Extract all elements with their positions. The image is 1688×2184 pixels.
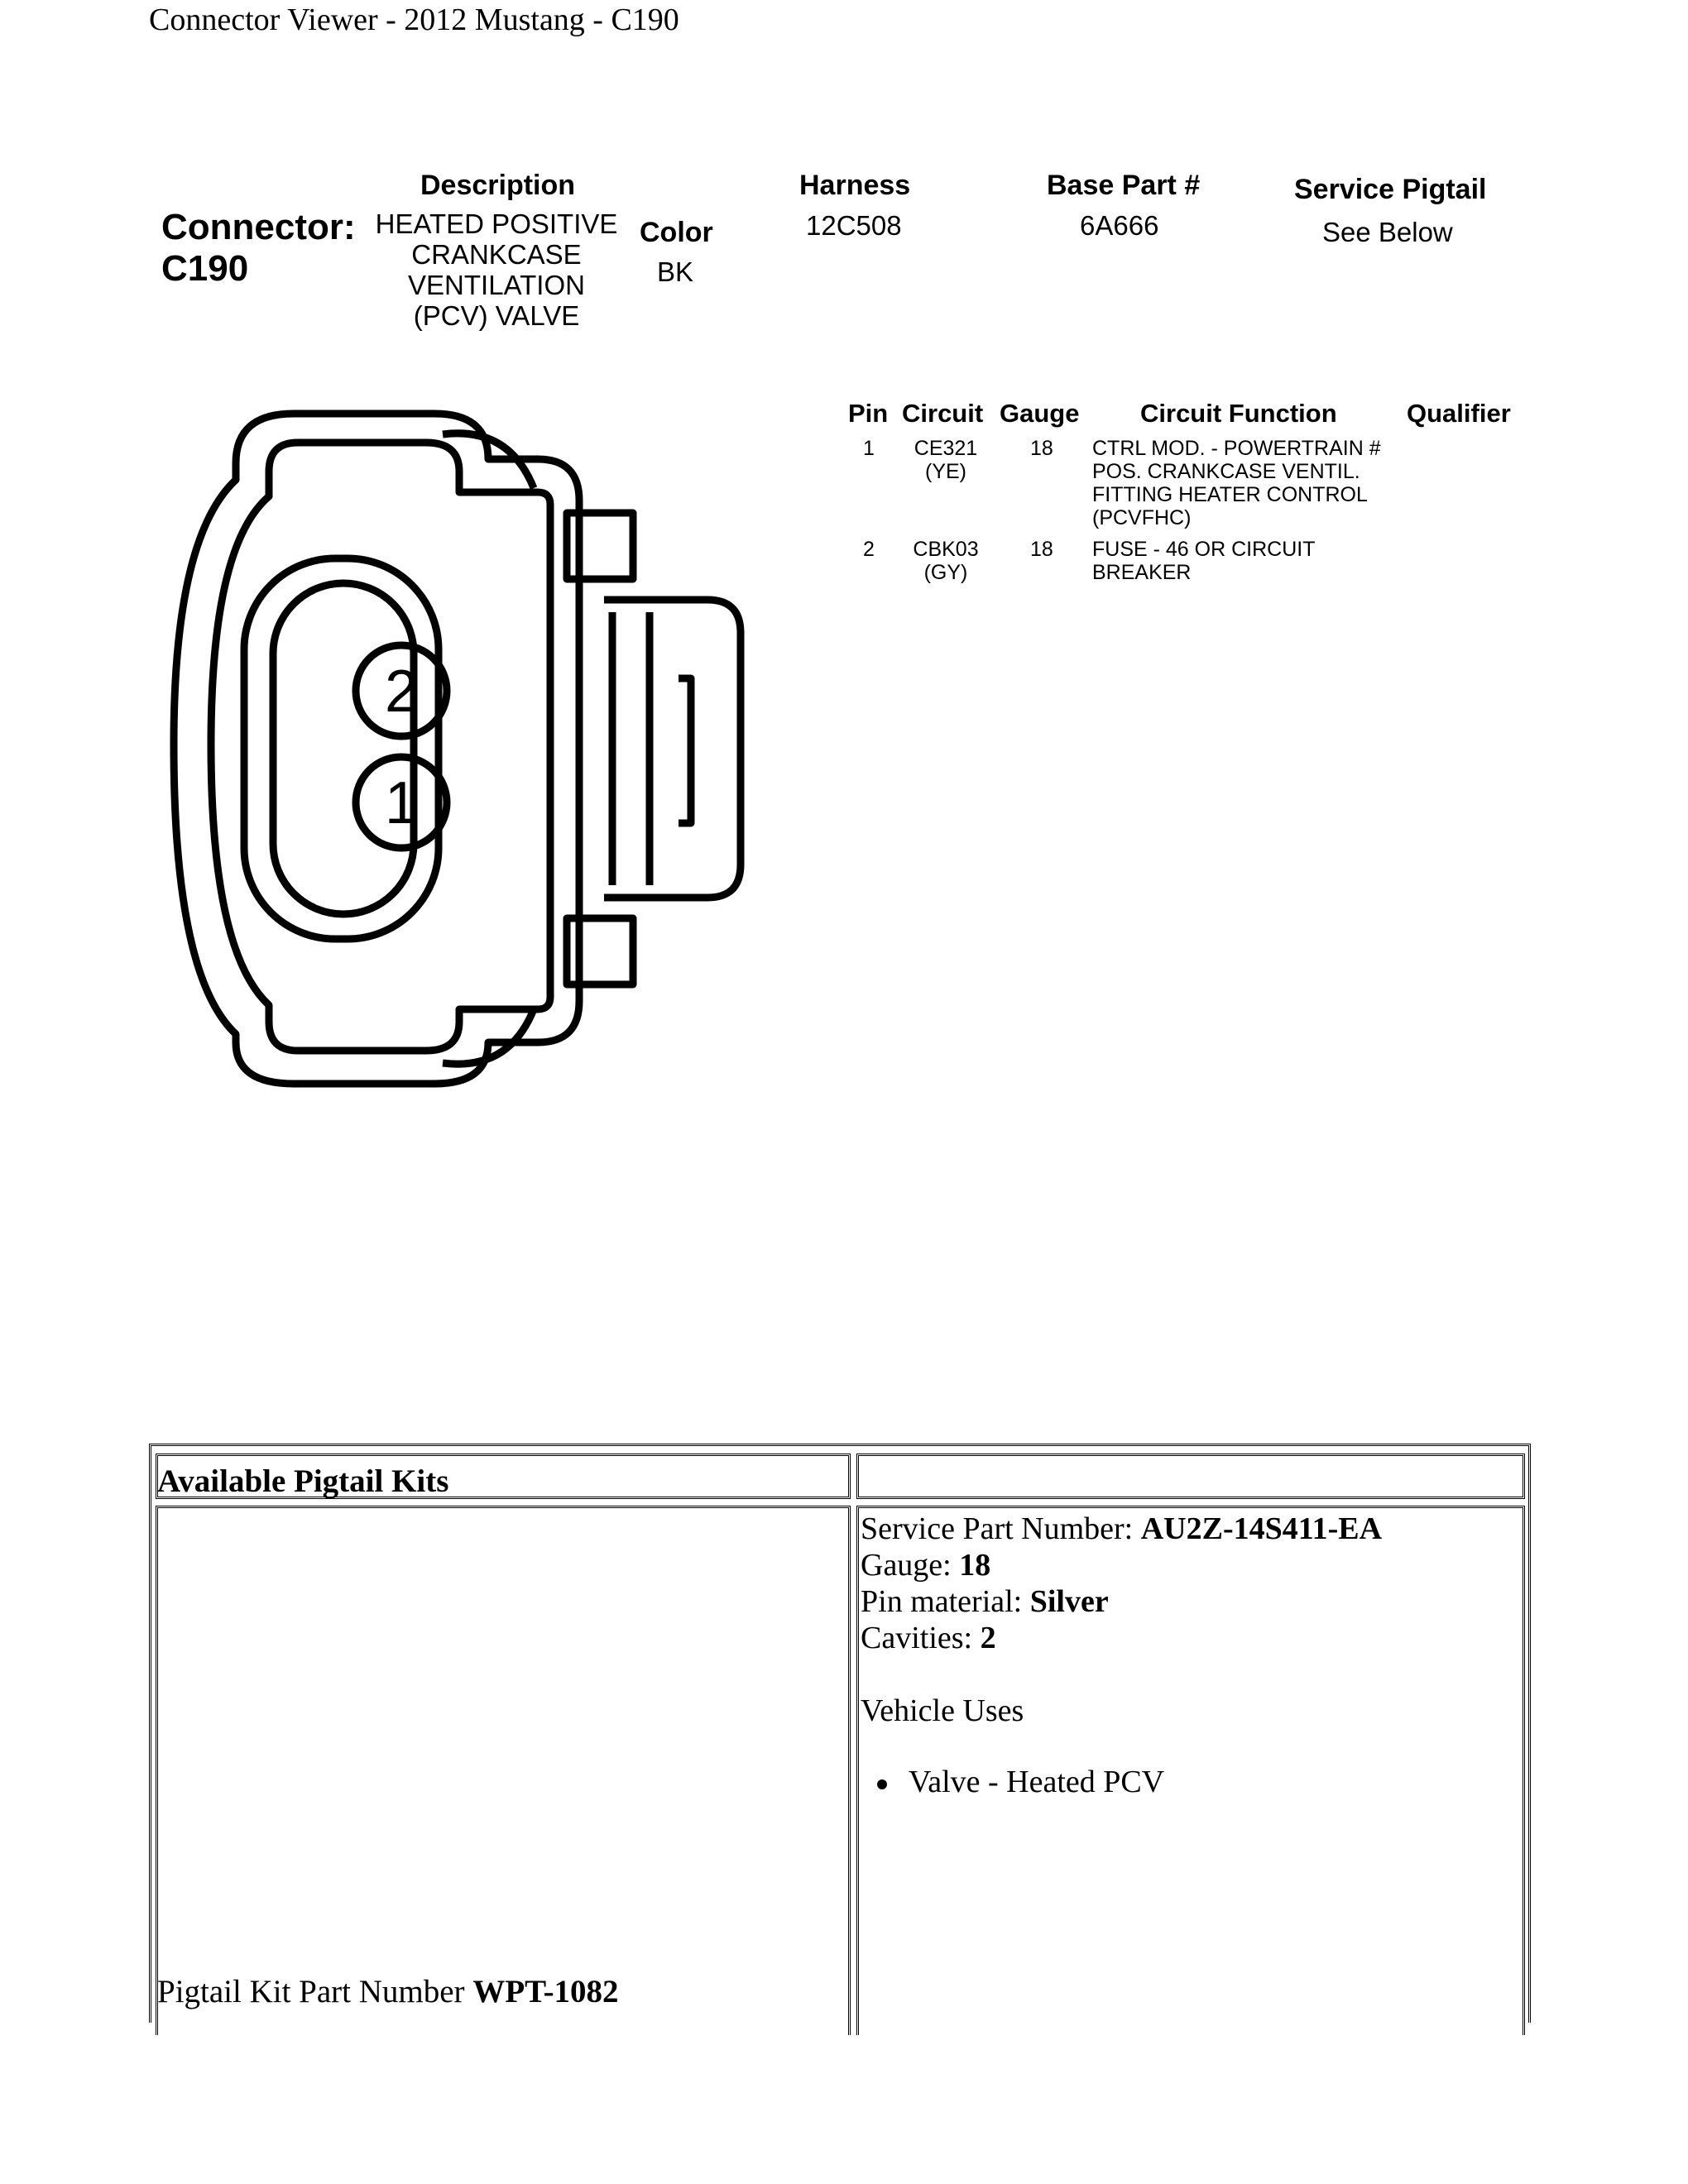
kit-image-cell xyxy=(156,1506,851,2035)
harness-value: 12C508 xyxy=(806,210,902,241)
pin-material-line: Pin material: Silver xyxy=(861,1584,1109,1619)
function-line: CTRL MOD. - POWERTRAIN # xyxy=(1092,437,1381,460)
service-part-line: Service Part Number: AU2Z-14S411-EA xyxy=(861,1511,1383,1546)
function-line: BREAKER xyxy=(1092,561,1192,584)
cavities-line: Cavities: 2 xyxy=(861,1621,996,1655)
pin-header: Pin xyxy=(848,399,889,428)
kit-part-number: WPT-1082 xyxy=(472,1974,619,2009)
harness-header: Harness xyxy=(799,170,911,201)
description-line: CRANKCASE xyxy=(411,239,582,270)
pin-material: Silver xyxy=(1029,1584,1109,1619)
description-line: HEATED POSITIVE xyxy=(375,208,618,239)
kit-part-line: Pigtail Kit Part Number WPT-1082 xyxy=(157,1974,619,2009)
connector-label-block xyxy=(161,207,356,290)
pin-number: 1 xyxy=(863,437,875,460)
function-line: (PCVFHC) xyxy=(1092,506,1192,529)
circuit-color: (YE) xyxy=(925,460,966,483)
lock-tab xyxy=(604,600,741,898)
description-line: (PCV) VALVE xyxy=(413,300,580,331)
circuit-cell xyxy=(913,538,979,584)
pin-label-1: 1 xyxy=(384,770,419,836)
circuit-id: CBK03 xyxy=(913,538,979,561)
gauge-header: Gauge xyxy=(1000,399,1080,428)
gauge-cell: 18 xyxy=(1030,538,1053,561)
qualifier-header: Qualifier xyxy=(1407,399,1511,428)
circuit-cell xyxy=(913,437,979,483)
circuit-id: CE321 xyxy=(914,437,978,460)
circuit-function-header: Circuit Function xyxy=(1140,399,1337,428)
lock-bracket xyxy=(679,678,691,823)
connector-face-diagram xyxy=(161,405,840,1092)
function-line: POS. CRANKCASE VENTIL. xyxy=(1092,460,1360,483)
bullet-icon xyxy=(877,1779,887,1789)
base-part-value: 6A666 xyxy=(1080,210,1159,241)
service-pigtail-header: Service Pigtail xyxy=(1294,174,1487,205)
list-item: Valve - Heated PCV xyxy=(877,1764,1164,1800)
function-line: FITTING HEATER CONTROL xyxy=(1092,483,1368,506)
connector-label: Connector: xyxy=(161,207,356,247)
cavities-count: 2 xyxy=(980,1621,996,1655)
circuit-color: (GY) xyxy=(923,561,968,584)
circuit-function-cell xyxy=(1092,437,1381,529)
cavity-inner xyxy=(273,583,414,914)
service-pigtail-value: See Below xyxy=(1322,217,1453,247)
color-header: Color xyxy=(640,217,713,248)
connector-id: C190 xyxy=(161,248,249,289)
vehicle-uses-list xyxy=(877,1764,1164,1800)
kits-title: Available Pigtail Kits xyxy=(157,1463,449,1499)
connector-outer-shell xyxy=(174,414,579,1084)
gauge-cell: 18 xyxy=(1030,437,1053,460)
circuit-function-cell xyxy=(1092,538,1315,584)
service-part-number: AU2Z-14S411-EA xyxy=(1140,1511,1383,1546)
pigtail-gauge: 18 xyxy=(959,1548,991,1583)
circuit-header: Circuit xyxy=(902,399,984,428)
function-line: FUSE - 46 OR CIRCUIT xyxy=(1092,538,1316,561)
color-value: BK xyxy=(657,256,694,287)
description-line: VENTILATION xyxy=(408,270,585,300)
vehicle-uses-label: Vehicle Uses xyxy=(861,1693,1024,1728)
pin-label-2: 2 xyxy=(384,659,419,725)
connector-inner-shell xyxy=(211,443,550,1051)
base-part-header: Base Part # xyxy=(1047,170,1201,201)
pin-number: 2 xyxy=(863,538,875,561)
gauge-line: Gauge: 18 xyxy=(861,1548,991,1583)
connector-description xyxy=(364,208,629,331)
page-title: Connector Viewer - 2012 Mustang - C190 xyxy=(149,2,679,37)
empty-header-cell xyxy=(856,1454,1525,1499)
description-header: Description xyxy=(420,170,576,201)
